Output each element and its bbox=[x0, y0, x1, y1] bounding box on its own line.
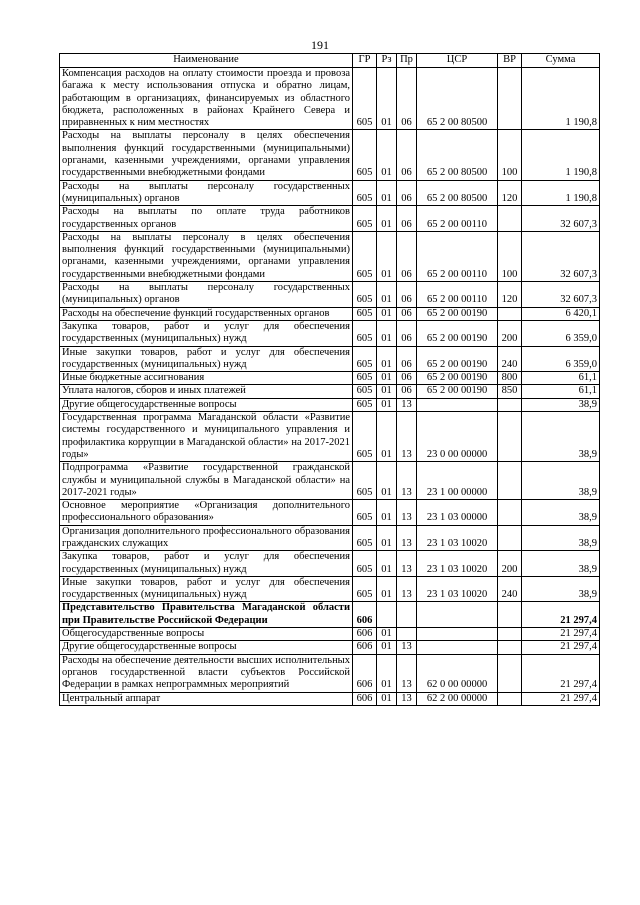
cell-gr: 605 bbox=[353, 282, 377, 308]
cell-gr: 605 bbox=[353, 398, 377, 411]
cell-pr: 06 bbox=[397, 385, 417, 398]
cell-csr: 65 2 00 00190 bbox=[417, 372, 498, 385]
cell-sum: 38,9 bbox=[522, 398, 600, 411]
cell-rz: 01 bbox=[377, 412, 397, 462]
table-row bbox=[60, 385, 600, 398]
cell-vr: 850 bbox=[498, 385, 522, 398]
table-row bbox=[60, 320, 600, 346]
cell-csr: 65 2 00 80500 bbox=[417, 68, 498, 130]
cell-vr: 100 bbox=[498, 130, 522, 180]
table-row bbox=[60, 500, 600, 526]
cell-csr: 23 0 00 00000 bbox=[417, 412, 498, 462]
header-pr: Пр bbox=[397, 54, 417, 68]
cell-sum: 21 297,4 bbox=[522, 654, 600, 692]
table-row bbox=[60, 68, 600, 130]
cell-name: Представительство Правительства Магаданской области при Правительстве Российской Федерации bbox=[60, 602, 353, 628]
cell-csr: 65 2 00 00190 bbox=[417, 385, 498, 398]
cell-vr bbox=[498, 462, 522, 500]
page-number: 191 bbox=[311, 38, 329, 52]
cell-rz: 01 bbox=[377, 180, 397, 206]
cell-gr: 605 bbox=[353, 206, 377, 232]
cell-vr bbox=[498, 641, 522, 654]
cell-rz: 01 bbox=[377, 551, 397, 577]
cell-vr: 120 bbox=[498, 180, 522, 206]
table-row bbox=[60, 130, 600, 180]
cell-vr: 240 bbox=[498, 346, 522, 372]
cell-csr bbox=[417, 398, 498, 411]
cell-pr: 13 bbox=[397, 412, 417, 462]
cell-rz: 01 bbox=[377, 307, 397, 320]
table-row bbox=[60, 462, 600, 500]
budget-table bbox=[59, 53, 600, 706]
cell-sum: 61,1 bbox=[522, 385, 600, 398]
cell-vr bbox=[498, 500, 522, 526]
cell-vr: 200 bbox=[498, 551, 522, 577]
cell-gr: 605 bbox=[353, 576, 377, 602]
cell-rz: 01 bbox=[377, 462, 397, 500]
cell-vr: 100 bbox=[498, 231, 522, 281]
cell-sum: 1 190,8 bbox=[522, 130, 600, 180]
cell-sum: 38,9 bbox=[522, 576, 600, 602]
cell-rz: 01 bbox=[377, 320, 397, 346]
cell-name: Расходы на выплаты по оплате труда работников государственных органов bbox=[60, 206, 353, 232]
cell-pr bbox=[397, 602, 417, 628]
cell-vr bbox=[498, 654, 522, 692]
cell-name: Закупка товаров, работ и услуг для обеспечения государственных (муниципальных) нужд bbox=[60, 320, 353, 346]
cell-pr: 13 bbox=[397, 525, 417, 551]
cell-pr: 06 bbox=[397, 307, 417, 320]
cell-rz: 01 bbox=[377, 398, 397, 411]
table-row bbox=[60, 628, 600, 641]
cell-rz: 01 bbox=[377, 282, 397, 308]
cell-pr: 06 bbox=[397, 180, 417, 206]
table-row bbox=[60, 180, 600, 206]
cell-csr: 65 2 00 80500 bbox=[417, 130, 498, 180]
cell-name: Уплата налогов, сборов и иных платежей bbox=[60, 385, 353, 398]
table-row bbox=[60, 372, 600, 385]
cell-vr: 240 bbox=[498, 576, 522, 602]
cell-gr: 606 bbox=[353, 641, 377, 654]
cell-rz: 01 bbox=[377, 641, 397, 654]
table-row bbox=[60, 525, 600, 551]
table-row bbox=[60, 602, 600, 628]
table-row bbox=[60, 231, 600, 281]
cell-pr: 13 bbox=[397, 692, 417, 705]
cell-rz: 01 bbox=[377, 206, 397, 232]
cell-name: Расходы на выплаты персоналу в целях обеспечения выполнения функций государственными (муниципальными) органами, казенными учреждениями, органами управления государственными внебюджетными фондами bbox=[60, 231, 353, 281]
cell-csr: 23 1 00 00000 bbox=[417, 462, 498, 500]
cell-csr bbox=[417, 641, 498, 654]
cell-csr: 62 2 00 00000 bbox=[417, 692, 498, 705]
header-gr: ГР bbox=[353, 54, 377, 68]
cell-sum: 1 190,8 bbox=[522, 68, 600, 130]
header-sum: Сумма bbox=[522, 54, 600, 68]
cell-sum: 21 297,4 bbox=[522, 692, 600, 705]
table-row bbox=[60, 692, 600, 705]
cell-sum: 38,9 bbox=[522, 551, 600, 577]
cell-sum: 21 297,4 bbox=[522, 641, 600, 654]
cell-vr: 200 bbox=[498, 320, 522, 346]
cell-csr: 23 1 03 10020 bbox=[417, 525, 498, 551]
cell-csr: 65 2 00 80500 bbox=[417, 180, 498, 206]
cell-vr bbox=[498, 412, 522, 462]
cell-name: Компенсация расходов на оплату стоимости проезда и провоза багажа к месту использования отпуска и обратно лицам, работающим в организациях, финансируемых из областного бюджета, расположенных в районах Крайнего Севера и приравненных к ним местностях bbox=[60, 68, 353, 130]
cell-pr: 13 bbox=[397, 500, 417, 526]
cell-gr: 605 bbox=[353, 412, 377, 462]
table-row bbox=[60, 576, 600, 602]
cell-csr: 23 1 03 00000 bbox=[417, 500, 498, 526]
cell-csr bbox=[417, 628, 498, 641]
cell-gr: 605 bbox=[353, 307, 377, 320]
cell-pr bbox=[397, 628, 417, 641]
cell-pr: 13 bbox=[397, 398, 417, 411]
cell-name: Основное мероприятие «Организация дополнительного профессионального образования» bbox=[60, 500, 353, 526]
cell-name: Расходы на выплаты персоналу в целях обеспечения выполнения функций государственными (муниципальными) органами, казенными учреждениями, органами управления государственными внебюджетными фондами bbox=[60, 130, 353, 180]
cell-name: Центральный аппарат bbox=[60, 692, 353, 705]
table-row bbox=[60, 551, 600, 577]
cell-rz: 01 bbox=[377, 130, 397, 180]
header-vr: ВР bbox=[498, 54, 522, 68]
cell-sum: 61,1 bbox=[522, 372, 600, 385]
cell-gr: 606 bbox=[353, 602, 377, 628]
cell-vr bbox=[498, 602, 522, 628]
cell-csr: 23 1 03 10020 bbox=[417, 551, 498, 577]
table-row bbox=[60, 206, 600, 232]
header-row bbox=[60, 54, 600, 68]
cell-gr: 606 bbox=[353, 692, 377, 705]
cell-rz: 01 bbox=[377, 654, 397, 692]
cell-name: Расходы на выплаты персоналу государственных (муниципальных) органов bbox=[60, 180, 353, 206]
cell-name: Иные закупки товаров, работ и услуг для обеспечения государственных (муниципальных) нужд bbox=[60, 576, 353, 602]
cell-vr bbox=[498, 68, 522, 130]
cell-gr: 605 bbox=[353, 551, 377, 577]
cell-sum: 1 190,8 bbox=[522, 180, 600, 206]
cell-name: Расходы на обеспечение функций государственных органов bbox=[60, 307, 353, 320]
cell-pr: 06 bbox=[397, 206, 417, 232]
cell-pr: 06 bbox=[397, 130, 417, 180]
cell-pr: 13 bbox=[397, 462, 417, 500]
table-row bbox=[60, 641, 600, 654]
cell-name: Государственная программа Магаданской области «Развитие системы государственного и муниципального управления и профилактика коррупции в Магаданской области» на 2017-2021 годы» bbox=[60, 412, 353, 462]
header-rz: Рз bbox=[377, 54, 397, 68]
cell-csr: 65 2 00 00190 bbox=[417, 346, 498, 372]
cell-rz: 01 bbox=[377, 372, 397, 385]
cell-name: Общегосударственные вопросы bbox=[60, 628, 353, 641]
cell-name: Расходы на обеспечение деятельности высших исполнительных органов государственной власти субъектов Российской Федерации в рамках непрограммных мероприятий bbox=[60, 654, 353, 692]
cell-sum: 32 607,3 bbox=[522, 282, 600, 308]
cell-csr: 65 2 00 00110 bbox=[417, 282, 498, 308]
cell-vr bbox=[498, 525, 522, 551]
cell-gr: 605 bbox=[353, 346, 377, 372]
cell-csr: 65 2 00 00190 bbox=[417, 320, 498, 346]
cell-name: Закупка товаров, работ и услуг для обеспечения государственных (муниципальных) нужд bbox=[60, 551, 353, 577]
cell-csr: 23 1 03 10020 bbox=[417, 576, 498, 602]
cell-sum: 6 420,1 bbox=[522, 307, 600, 320]
cell-gr: 606 bbox=[353, 654, 377, 692]
cell-name: Организация дополнительного профессионального образования гражданских служащих bbox=[60, 525, 353, 551]
cell-sum: 6 359,0 bbox=[522, 346, 600, 372]
cell-sum: 38,9 bbox=[522, 462, 600, 500]
table-row bbox=[60, 346, 600, 372]
cell-sum: 38,9 bbox=[522, 412, 600, 462]
cell-vr bbox=[498, 307, 522, 320]
cell-vr bbox=[498, 206, 522, 232]
cell-rz: 01 bbox=[377, 346, 397, 372]
cell-sum: 32 607,3 bbox=[522, 231, 600, 281]
cell-name: Подпрограмма «Развитие государственной гражданской службы и муниципальной службы в Магаданской области» на 2017-2021 годы» bbox=[60, 462, 353, 500]
cell-pr: 06 bbox=[397, 282, 417, 308]
cell-gr: 605 bbox=[353, 385, 377, 398]
table-row bbox=[60, 282, 600, 308]
cell-rz: 01 bbox=[377, 231, 397, 281]
cell-csr: 62 0 00 00000 bbox=[417, 654, 498, 692]
cell-pr: 06 bbox=[397, 231, 417, 281]
cell-name: Расходы на выплаты персоналу государственных (муниципальных) органов bbox=[60, 282, 353, 308]
cell-name: Другие общегосударственные вопросы bbox=[60, 641, 353, 654]
cell-gr: 605 bbox=[353, 500, 377, 526]
cell-rz: 01 bbox=[377, 628, 397, 641]
cell-pr: 13 bbox=[397, 641, 417, 654]
cell-vr bbox=[498, 398, 522, 411]
cell-gr: 605 bbox=[353, 525, 377, 551]
cell-vr: 800 bbox=[498, 372, 522, 385]
cell-rz: 01 bbox=[377, 576, 397, 602]
cell-pr: 13 bbox=[397, 654, 417, 692]
cell-rz: 01 bbox=[377, 68, 397, 130]
table-row bbox=[60, 412, 600, 462]
cell-sum: 21 297,4 bbox=[522, 602, 600, 628]
cell-pr: 06 bbox=[397, 320, 417, 346]
header-csr: ЦСР bbox=[417, 54, 498, 68]
cell-csr: 65 2 00 00190 bbox=[417, 307, 498, 320]
cell-rz: 01 bbox=[377, 500, 397, 526]
cell-gr: 605 bbox=[353, 462, 377, 500]
cell-vr bbox=[498, 628, 522, 641]
cell-pr: 06 bbox=[397, 372, 417, 385]
table-body bbox=[60, 68, 600, 706]
cell-gr: 605 bbox=[353, 231, 377, 281]
cell-pr: 13 bbox=[397, 576, 417, 602]
cell-sum: 38,9 bbox=[522, 500, 600, 526]
cell-csr: 65 2 00 00110 bbox=[417, 231, 498, 281]
cell-pr: 06 bbox=[397, 68, 417, 130]
cell-sum: 38,9 bbox=[522, 525, 600, 551]
header-name: Наименование bbox=[60, 54, 353, 68]
cell-sum: 32 607,3 bbox=[522, 206, 600, 232]
cell-pr: 13 bbox=[397, 551, 417, 577]
cell-gr: 605 bbox=[353, 320, 377, 346]
cell-gr: 605 bbox=[353, 180, 377, 206]
cell-gr: 605 bbox=[353, 68, 377, 130]
cell-sum: 21 297,4 bbox=[522, 628, 600, 641]
cell-csr bbox=[417, 602, 498, 628]
table-row bbox=[60, 654, 600, 692]
cell-gr: 605 bbox=[353, 372, 377, 385]
cell-rz bbox=[377, 602, 397, 628]
table-row bbox=[60, 307, 600, 320]
cell-sum: 6 359,0 bbox=[522, 320, 600, 346]
cell-csr: 65 2 00 00110 bbox=[417, 206, 498, 232]
cell-rz: 01 bbox=[377, 385, 397, 398]
cell-name: Другие общегосударственные вопросы bbox=[60, 398, 353, 411]
cell-name: Иные бюджетные ассигнования bbox=[60, 372, 353, 385]
table-row bbox=[60, 398, 600, 411]
cell-vr bbox=[498, 692, 522, 705]
cell-pr: 06 bbox=[397, 346, 417, 372]
cell-rz: 01 bbox=[377, 692, 397, 705]
cell-vr: 120 bbox=[498, 282, 522, 308]
cell-gr: 606 bbox=[353, 628, 377, 641]
cell-gr: 605 bbox=[353, 130, 377, 180]
cell-name: Иные закупки товаров, работ и услуг для обеспечения государственных (муниципальных) нужд bbox=[60, 346, 353, 372]
cell-rz: 01 bbox=[377, 525, 397, 551]
